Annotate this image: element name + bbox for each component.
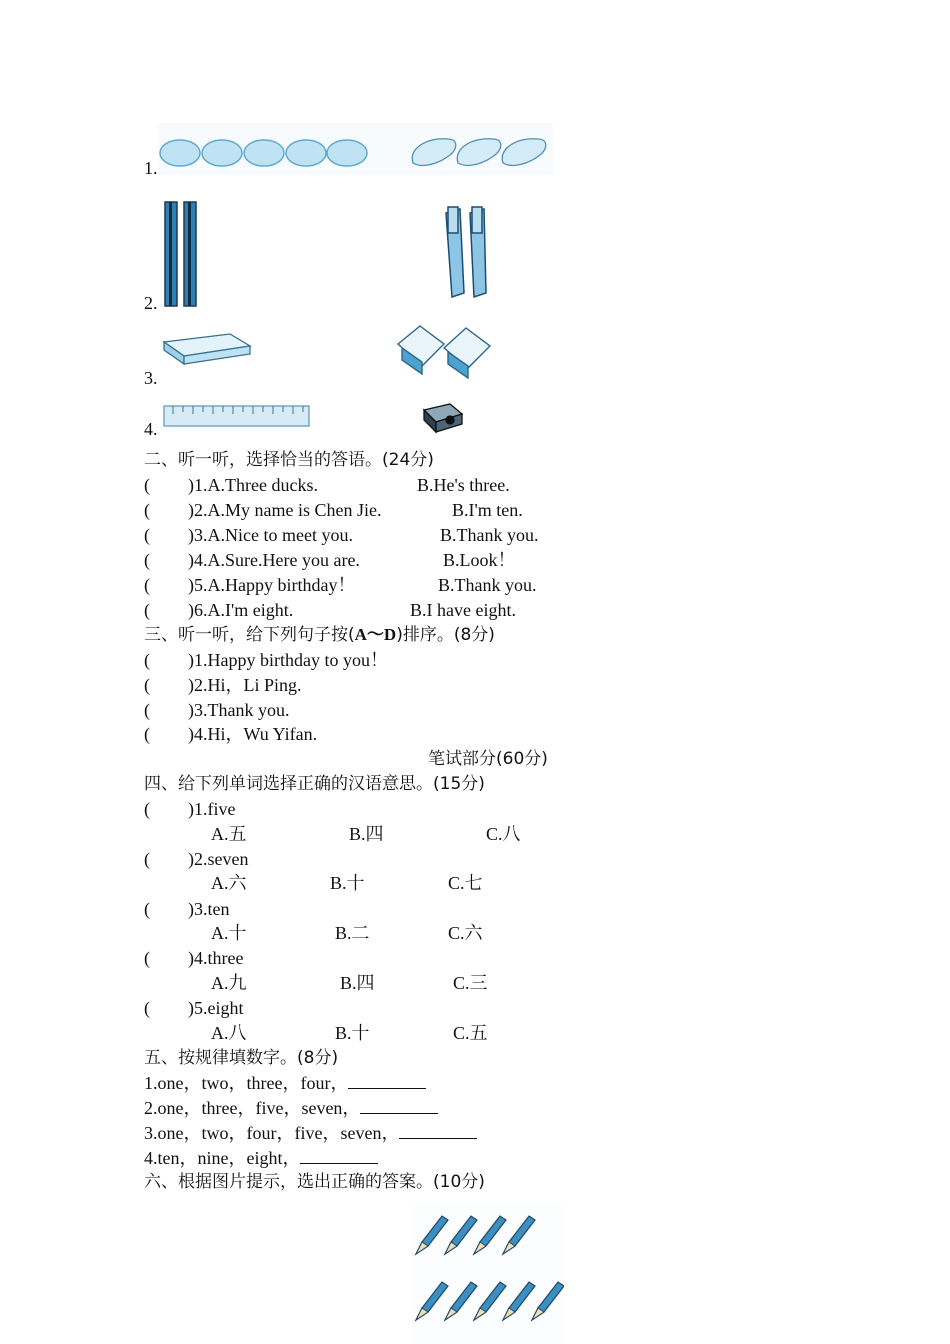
question-stem: )6.A.I'm eight. [188, 600, 294, 620]
answer-paren: ( [144, 500, 150, 520]
sentence: )4.Hi，Wu Yifan. [188, 724, 318, 744]
answer-paren: ( [144, 849, 150, 869]
ruler-icon [164, 406, 309, 426]
answer-paren: ( [144, 525, 150, 545]
answer-paren: ( [144, 799, 150, 819]
section-4-title: 四、给下列单词选择正确的汉语意思。(15分) [144, 774, 485, 794]
erasers-picture [392, 322, 498, 380]
sharpener-picture [420, 400, 466, 436]
eraser-icon [398, 326, 490, 378]
answer-paren: ( [144, 899, 150, 919]
pencil-box-icon [164, 334, 250, 364]
option-b: B.Thank you. [438, 575, 537, 595]
option-a: A.十 [211, 923, 247, 943]
vocab-word: )1.five [188, 799, 236, 819]
option-c: C.八 [486, 824, 521, 844]
answer-blank[interactable] [300, 1147, 378, 1164]
option-a: A.六 [211, 873, 247, 893]
pencil-icon [165, 202, 196, 306]
answer-paren: ( [144, 550, 150, 570]
ruler-picture [163, 404, 311, 428]
section-5-title: 五、按规律填数字。(8分) [144, 1048, 339, 1068]
option-c: C.三 [453, 973, 488, 993]
picture-row-number: 4. [144, 419, 158, 439]
question-stem: )3.A.Nice to meet you. [188, 525, 353, 545]
sentence: )3.Thank you. [188, 700, 290, 720]
option-a: A.五 [211, 824, 247, 844]
answer-paren: ( [144, 948, 150, 968]
egg-icon [160, 140, 367, 166]
answer-blank[interactable] [399, 1122, 477, 1139]
vocab-word: )4.three [188, 948, 244, 968]
vocab-word: )2.seven [188, 849, 249, 869]
picture-row-number: 3. [144, 368, 158, 388]
option-c: C.七 [448, 873, 483, 893]
section-3-title-post: )排序。(8分) [396, 625, 495, 645]
section-3-title [144, 624, 495, 646]
answer-paren: ( [144, 475, 150, 495]
option-a: A.九 [211, 973, 247, 993]
sequence-text: 1.one，two，three，four， [144, 1073, 349, 1093]
question-stem: )1.A.Three ducks. [188, 475, 318, 495]
sentence: )2.Hi，Li Ping. [188, 675, 302, 695]
section-3-title-pre: 三、听一听，给下列句子按( [144, 625, 355, 645]
answer-paren: ( [144, 724, 150, 744]
pens-picture [436, 203, 496, 303]
picture-row-number: 1. [144, 158, 158, 178]
picture-row-number: 2. [144, 293, 158, 313]
answer-paren: ( [144, 700, 150, 720]
section-6-title: 六、根据图片提示，选出正确的答案。(10分) [144, 1172, 485, 1192]
vocab-word: )3.ten [188, 899, 230, 919]
answer-paren: ( [144, 575, 150, 595]
answer-paren: ( [144, 675, 150, 695]
answer-paren: ( [144, 998, 150, 1018]
question-stem: )2.A.My name is Chen Jie. [188, 500, 382, 520]
question-stem: )5.A.Happy birthday！ [188, 575, 356, 595]
sequence-text: 4.ten，nine，eight， [144, 1148, 301, 1168]
sentence: )1.Happy birthday to you！ [188, 650, 388, 670]
sequence-text: 3.one，two，four，five，seven， [144, 1123, 400, 1143]
option-b: B.四 [340, 973, 375, 993]
option-b: B.十 [330, 873, 365, 893]
question-stem: )4.A.Sure.Here you are. [188, 550, 360, 570]
answer-blank[interactable] [360, 1097, 438, 1114]
answer-blank[interactable] [348, 1072, 426, 1089]
bread-icon [412, 139, 546, 166]
eggs-and-bread-picture [158, 123, 553, 175]
sequence-item [144, 1122, 477, 1144]
answer-paren: ( [144, 600, 150, 620]
pencils-count-picture [414, 1204, 564, 1344]
section-2-title: 二、听一听，选择恰当的答语。(24分) [144, 450, 434, 470]
sequence-item [144, 1147, 378, 1169]
written-part-heading: 笔试部分(60分) [428, 749, 548, 769]
vocab-word: )5.eight [188, 998, 244, 1018]
sequence-item [144, 1097, 438, 1119]
pencils-picture [160, 200, 200, 308]
option-b: B.He's three. [417, 475, 510, 495]
pencil-box-picture [160, 330, 254, 366]
option-b: B.I have eight. [410, 600, 516, 620]
option-a: A.八 [211, 1023, 247, 1043]
option-b: B.二 [335, 923, 370, 943]
option-b: B.Look！ [443, 550, 516, 570]
option-b: B.十 [335, 1023, 370, 1043]
section-3-title-bold: A～D [354, 625, 397, 644]
option-c: C.五 [453, 1023, 488, 1043]
sequence-item [144, 1072, 426, 1094]
option-b: B.四 [349, 824, 384, 844]
option-b: B.I'm ten. [452, 500, 523, 520]
sharpener-icon [424, 404, 462, 432]
sequence-text: 2.one，three，five，seven， [144, 1098, 361, 1118]
answer-paren: ( [144, 650, 150, 670]
pen-icon [446, 207, 486, 297]
option-b: B.Thank you. [440, 525, 539, 545]
option-c: C.六 [448, 923, 483, 943]
